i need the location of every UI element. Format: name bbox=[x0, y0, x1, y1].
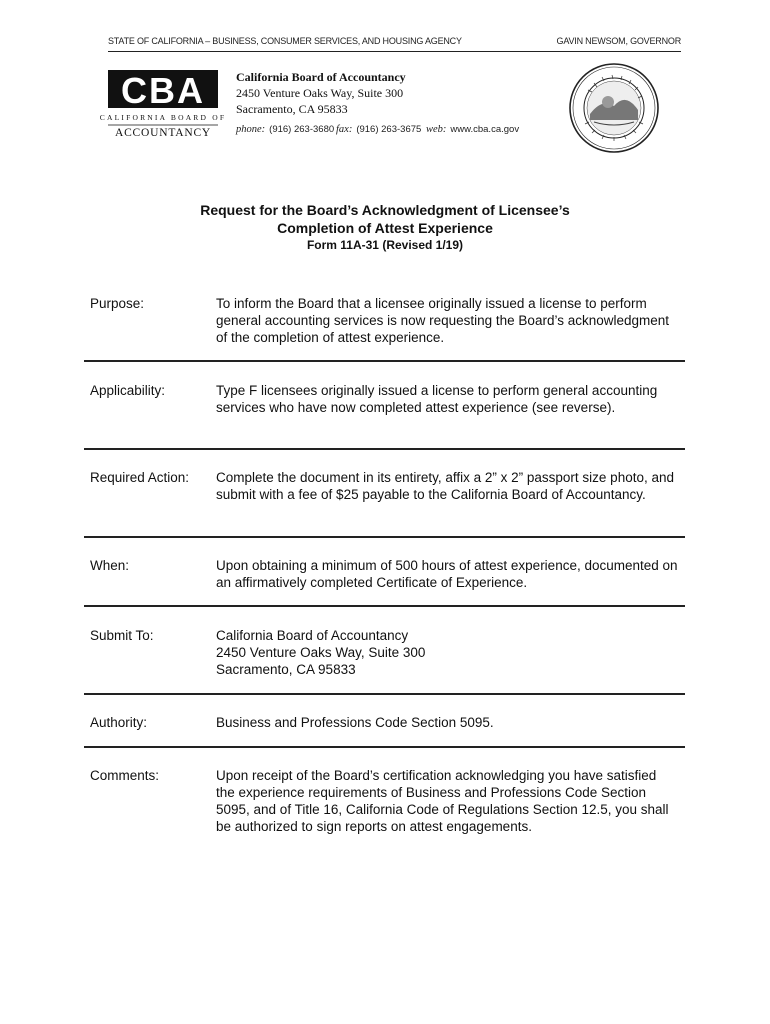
row-label: Applicability: bbox=[90, 383, 166, 398]
header-divider bbox=[108, 51, 681, 52]
submit-line1: California Board of Accountancy bbox=[216, 628, 409, 643]
submit-line2: 2450 Venture Oaks Way, Suite 300 bbox=[216, 645, 426, 660]
form-title-block bbox=[90, 201, 680, 254]
phone-label: phone: bbox=[236, 124, 266, 135]
row-value: Upon receipt of the Board’s certification acknowledging you have satisfied the experience requirements of Business and Professions Code Section 5095, and of Title 16, California Code of Regulations Section 12.5, you shall be authorized to sign reports on attest engagements. bbox=[216, 768, 669, 834]
governor-line: GAVIN NEWSOM, GOVERNOR bbox=[556, 36, 681, 46]
row-divider bbox=[84, 360, 685, 362]
form-number: Form 11A-31 (Revised 1/19) bbox=[306, 238, 464, 252]
title-line2: Completion of Attest Experience bbox=[277, 220, 493, 236]
fax-label: fax: bbox=[336, 124, 353, 135]
web-address: www.cba.ca.gov bbox=[450, 124, 520, 135]
row-divider bbox=[84, 448, 685, 450]
board-address-line2: Sacramento, CA 95833 bbox=[236, 102, 348, 116]
row-label: Purpose: bbox=[90, 296, 145, 311]
row-value: Upon obtaining a minimum of 500 hours of attest experience, documented on an affirmatively completed Certificate of Experience. bbox=[216, 558, 678, 590]
state-seal-icon bbox=[568, 62, 660, 154]
row-value: To inform the Board that a licensee originally issued a license to perform general accounting services is now requesting the Board’s acknowledgment of the completion of attest experience. bbox=[216, 296, 670, 345]
fax-number: (916) 263-3675 bbox=[356, 124, 422, 135]
row-divider bbox=[84, 693, 685, 695]
logo-letters: CBA bbox=[121, 70, 205, 111]
row-divider bbox=[84, 605, 685, 607]
row-label: Required Action: bbox=[90, 470, 190, 485]
submit-line3: Sacramento, CA 95833 bbox=[216, 662, 356, 677]
web-label: web: bbox=[426, 124, 447, 135]
logo-line2: ACCOUNTANCY bbox=[114, 127, 212, 139]
board-name: California Board of Accountancy bbox=[236, 70, 406, 84]
row-value: Business and Professions Code Section 5095. bbox=[216, 715, 494, 730]
row-label: Submit To: bbox=[90, 628, 154, 643]
board-address-line1: 2450 Venture Oaks Way, Suite 300 bbox=[236, 86, 404, 100]
row-label: When: bbox=[90, 558, 130, 573]
agency-line: STATE OF CALIFORNIA – BUSINESS, CONSUMER SERVICES, AND HOUSING AGENCY bbox=[108, 36, 462, 46]
title-line1: Request for the Board’s Acknowledgment of Licensee’s bbox=[200, 202, 570, 218]
logo-line1: CALIFORNIA BOARD OF bbox=[99, 113, 227, 122]
row-label: Authority: bbox=[90, 715, 148, 730]
row-value bbox=[216, 627, 678, 678]
row-divider bbox=[84, 536, 685, 538]
row-value: Complete the document in its entirety, affix a 2” x 2” passport size photo, and submit with a fee of $25 payable to the California Board of Accountancy. bbox=[216, 470, 674, 502]
phone-number: (916) 263-3680 bbox=[269, 124, 335, 135]
cba-logo bbox=[99, 70, 227, 140]
board-address-block bbox=[236, 69, 406, 117]
row-value: Type F licensees originally issued a license to perform general accounting services who have now completed attest experience (see reverse). bbox=[216, 383, 658, 415]
row-divider bbox=[84, 746, 685, 748]
row-label: Comments: bbox=[90, 768, 160, 783]
